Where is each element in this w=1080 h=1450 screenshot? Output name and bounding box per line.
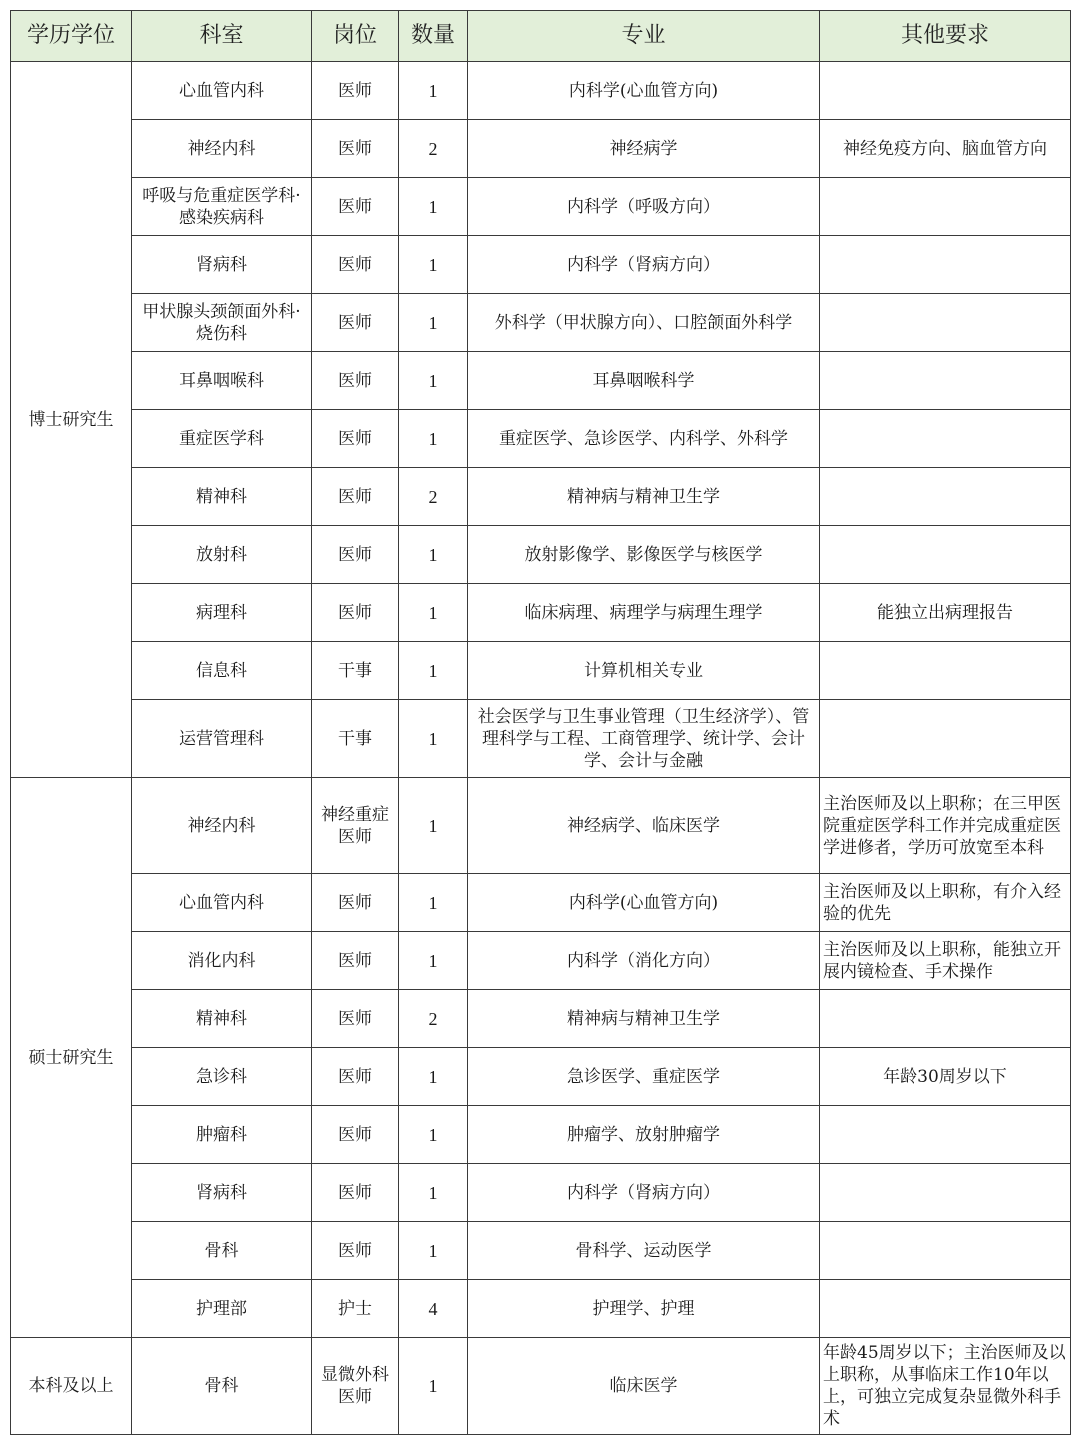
department-cell: 骨科: [132, 1222, 312, 1280]
table-row: [11, 1338, 1071, 1435]
other-requirements-cell: 主治医师及以上职称，能独立开展内镜检查、手术操作: [820, 932, 1071, 990]
other-requirements-cell: [820, 1222, 1071, 1280]
other-requirements-cell: 主治医师及以上职称，有介入经验的优先: [820, 874, 1071, 932]
table-row: [11, 932, 1071, 990]
department-cell: 神经内科: [132, 120, 312, 178]
table-row: [11, 120, 1071, 178]
table-row: [11, 1106, 1071, 1164]
table-row: [11, 990, 1071, 1048]
table-row: [11, 62, 1071, 120]
department-cell: 肾病科: [132, 1164, 312, 1222]
post-cell: 护士: [312, 1280, 399, 1338]
table-row: [11, 178, 1071, 236]
post-cell: 医师: [312, 526, 399, 584]
post-cell: 医师: [312, 1048, 399, 1106]
major-cell: 放射影像学、影像医学与核医学: [468, 526, 820, 584]
major-cell: 临床医学: [468, 1338, 820, 1435]
department-cell: 精神科: [132, 468, 312, 526]
count-cell: 1: [399, 642, 468, 700]
other-requirements-cell: [820, 700, 1071, 778]
department-cell: 甲状腺头颈颌面外科·烧伤科: [132, 294, 312, 352]
other-requirements-cell: [820, 294, 1071, 352]
other-requirements-cell: [820, 178, 1071, 236]
count-cell: 4: [399, 1280, 468, 1338]
col-header-major: 专业: [468, 11, 820, 62]
department-cell: 精神科: [132, 990, 312, 1048]
table-row: [11, 1280, 1071, 1338]
other-requirements-cell: 能独立出病理报告: [820, 584, 1071, 642]
col-header-other-requirements: 其他要求: [820, 11, 1071, 62]
department-cell: 急诊科: [132, 1048, 312, 1106]
department-cell: 耳鼻咽喉科: [132, 352, 312, 410]
other-requirements-cell: 年龄30周岁以下: [820, 1048, 1071, 1106]
major-cell: 急诊医学、重症医学: [468, 1048, 820, 1106]
table-row: [11, 778, 1071, 874]
count-cell: 1: [399, 1222, 468, 1280]
other-requirements-cell: [820, 526, 1071, 584]
department-cell: 肿瘤科: [132, 1106, 312, 1164]
table-row: [11, 236, 1071, 294]
table-row: [11, 526, 1071, 584]
major-cell: 社会医学与卫生事业管理（卫生经济学）、管理科学与工程、工商管理学、统计学、会计学、会计与金融: [468, 700, 820, 778]
count-cell: 1: [399, 1106, 468, 1164]
other-requirements-cell: [820, 352, 1071, 410]
degree-cell: 博士研究生: [11, 62, 132, 778]
major-cell: 肿瘤学、放射肿瘤学: [468, 1106, 820, 1164]
count-cell: 1: [399, 62, 468, 120]
table-row: [11, 700, 1071, 778]
post-cell: 医师: [312, 468, 399, 526]
table-row: [11, 468, 1071, 526]
count-cell: 1: [399, 874, 468, 932]
post-cell: 显微外科医师: [312, 1338, 399, 1435]
count-cell: 1: [399, 1048, 468, 1106]
other-requirements-cell: 神经免疫方向、脑血管方向: [820, 120, 1071, 178]
count-cell: 1: [399, 178, 468, 236]
table-row: [11, 294, 1071, 352]
other-requirements-cell: [820, 1106, 1071, 1164]
department-cell: 护理部: [132, 1280, 312, 1338]
other-requirements-cell: 年龄45周岁以下；主治医师及以上职称，从事临床工作10年以上，可独立完成复杂显微外科手术: [820, 1338, 1071, 1435]
post-cell: 干事: [312, 700, 399, 778]
major-cell: 神经病学: [468, 120, 820, 178]
recruitment-table: [10, 10, 1071, 1435]
count-cell: 1: [399, 1338, 468, 1435]
major-cell: 内科学（呼吸方向）: [468, 178, 820, 236]
major-cell: 耳鼻咽喉科学: [468, 352, 820, 410]
col-header-degree: 学历学位: [11, 11, 132, 62]
department-cell: 重症医学科: [132, 410, 312, 468]
table-row: [11, 1164, 1071, 1222]
department-cell: 呼吸与危重症医学科·感染疾病科: [132, 178, 312, 236]
department-cell: 心血管内科: [132, 874, 312, 932]
post-cell: 医师: [312, 874, 399, 932]
other-requirements-cell: [820, 236, 1071, 294]
col-header-count: 数量: [399, 11, 468, 62]
count-cell: 1: [399, 294, 468, 352]
major-cell: 计算机相关专业: [468, 642, 820, 700]
table-row: [11, 874, 1071, 932]
department-cell: 肾病科: [132, 236, 312, 294]
department-cell: 骨科: [132, 1338, 312, 1435]
post-cell: 医师: [312, 584, 399, 642]
degree-cell: 硕士研究生: [11, 778, 132, 1338]
major-cell: 精神病与精神卫生学: [468, 468, 820, 526]
count-cell: 1: [399, 700, 468, 778]
table-row: [11, 352, 1071, 410]
table-header-row: [11, 11, 1071, 62]
department-cell: 神经内科: [132, 778, 312, 874]
count-cell: 2: [399, 120, 468, 178]
post-cell: 神经重症医师: [312, 778, 399, 874]
post-cell: 医师: [312, 410, 399, 468]
other-requirements-cell: [820, 1280, 1071, 1338]
table-row: [11, 642, 1071, 700]
table-row: [11, 1048, 1071, 1106]
major-cell: 内科学（肾病方向）: [468, 236, 820, 294]
other-requirements-cell: [820, 410, 1071, 468]
major-cell: 内科学（消化方向）: [468, 932, 820, 990]
count-cell: 2: [399, 990, 468, 1048]
post-cell: 医师: [312, 120, 399, 178]
degree-cell: 本科及以上: [11, 1338, 132, 1435]
post-cell: 医师: [312, 1222, 399, 1280]
major-cell: 精神病与精神卫生学: [468, 990, 820, 1048]
post-cell: 医师: [312, 1106, 399, 1164]
other-requirements-cell: [820, 1164, 1071, 1222]
department-cell: 运营管理科: [132, 700, 312, 778]
post-cell: 医师: [312, 932, 399, 990]
post-cell: 医师: [312, 1164, 399, 1222]
other-requirements-cell: 主治医师及以上职称；在三甲医院重症医学科工作并完成重症医学进修者，学历可放宽至本科: [820, 778, 1071, 874]
post-cell: 医师: [312, 294, 399, 352]
major-cell: 重症医学、急诊医学、内科学、外科学: [468, 410, 820, 468]
table-row: [11, 1222, 1071, 1280]
post-cell: 医师: [312, 236, 399, 294]
major-cell: 外科学（甲状腺方向）、口腔颌面外科学: [468, 294, 820, 352]
other-requirements-cell: [820, 990, 1071, 1048]
count-cell: 1: [399, 526, 468, 584]
count-cell: 1: [399, 410, 468, 468]
post-cell: 医师: [312, 62, 399, 120]
major-cell: 临床病理、病理学与病理生理学: [468, 584, 820, 642]
major-cell: 护理学、护理: [468, 1280, 820, 1338]
count-cell: 1: [399, 352, 468, 410]
department-cell: 消化内科: [132, 932, 312, 990]
table-row: [11, 584, 1071, 642]
count-cell: 1: [399, 236, 468, 294]
department-cell: 心血管内科: [132, 62, 312, 120]
count-cell: 1: [399, 584, 468, 642]
post-cell: 医师: [312, 352, 399, 410]
major-cell: 骨科学、运动医学: [468, 1222, 820, 1280]
major-cell: 内科学(心血管方向): [468, 62, 820, 120]
major-cell: 内科学（肾病方向）: [468, 1164, 820, 1222]
other-requirements-cell: [820, 62, 1071, 120]
major-cell: 神经病学、临床医学: [468, 778, 820, 874]
other-requirements-cell: [820, 642, 1071, 700]
col-header-post: 岗位: [312, 11, 399, 62]
other-requirements-cell: [820, 468, 1071, 526]
major-cell: 内科学(心血管方向): [468, 874, 820, 932]
table-row: [11, 410, 1071, 468]
post-cell: 医师: [312, 178, 399, 236]
department-cell: 信息科: [132, 642, 312, 700]
count-cell: 1: [399, 932, 468, 990]
col-header-department: 科室: [132, 11, 312, 62]
table-body: [11, 62, 1071, 1435]
department-cell: 放射科: [132, 526, 312, 584]
department-cell: 病理科: [132, 584, 312, 642]
post-cell: 医师: [312, 990, 399, 1048]
post-cell: 干事: [312, 642, 399, 700]
count-cell: 1: [399, 1164, 468, 1222]
count-cell: 2: [399, 468, 468, 526]
count-cell: 1: [399, 778, 468, 874]
